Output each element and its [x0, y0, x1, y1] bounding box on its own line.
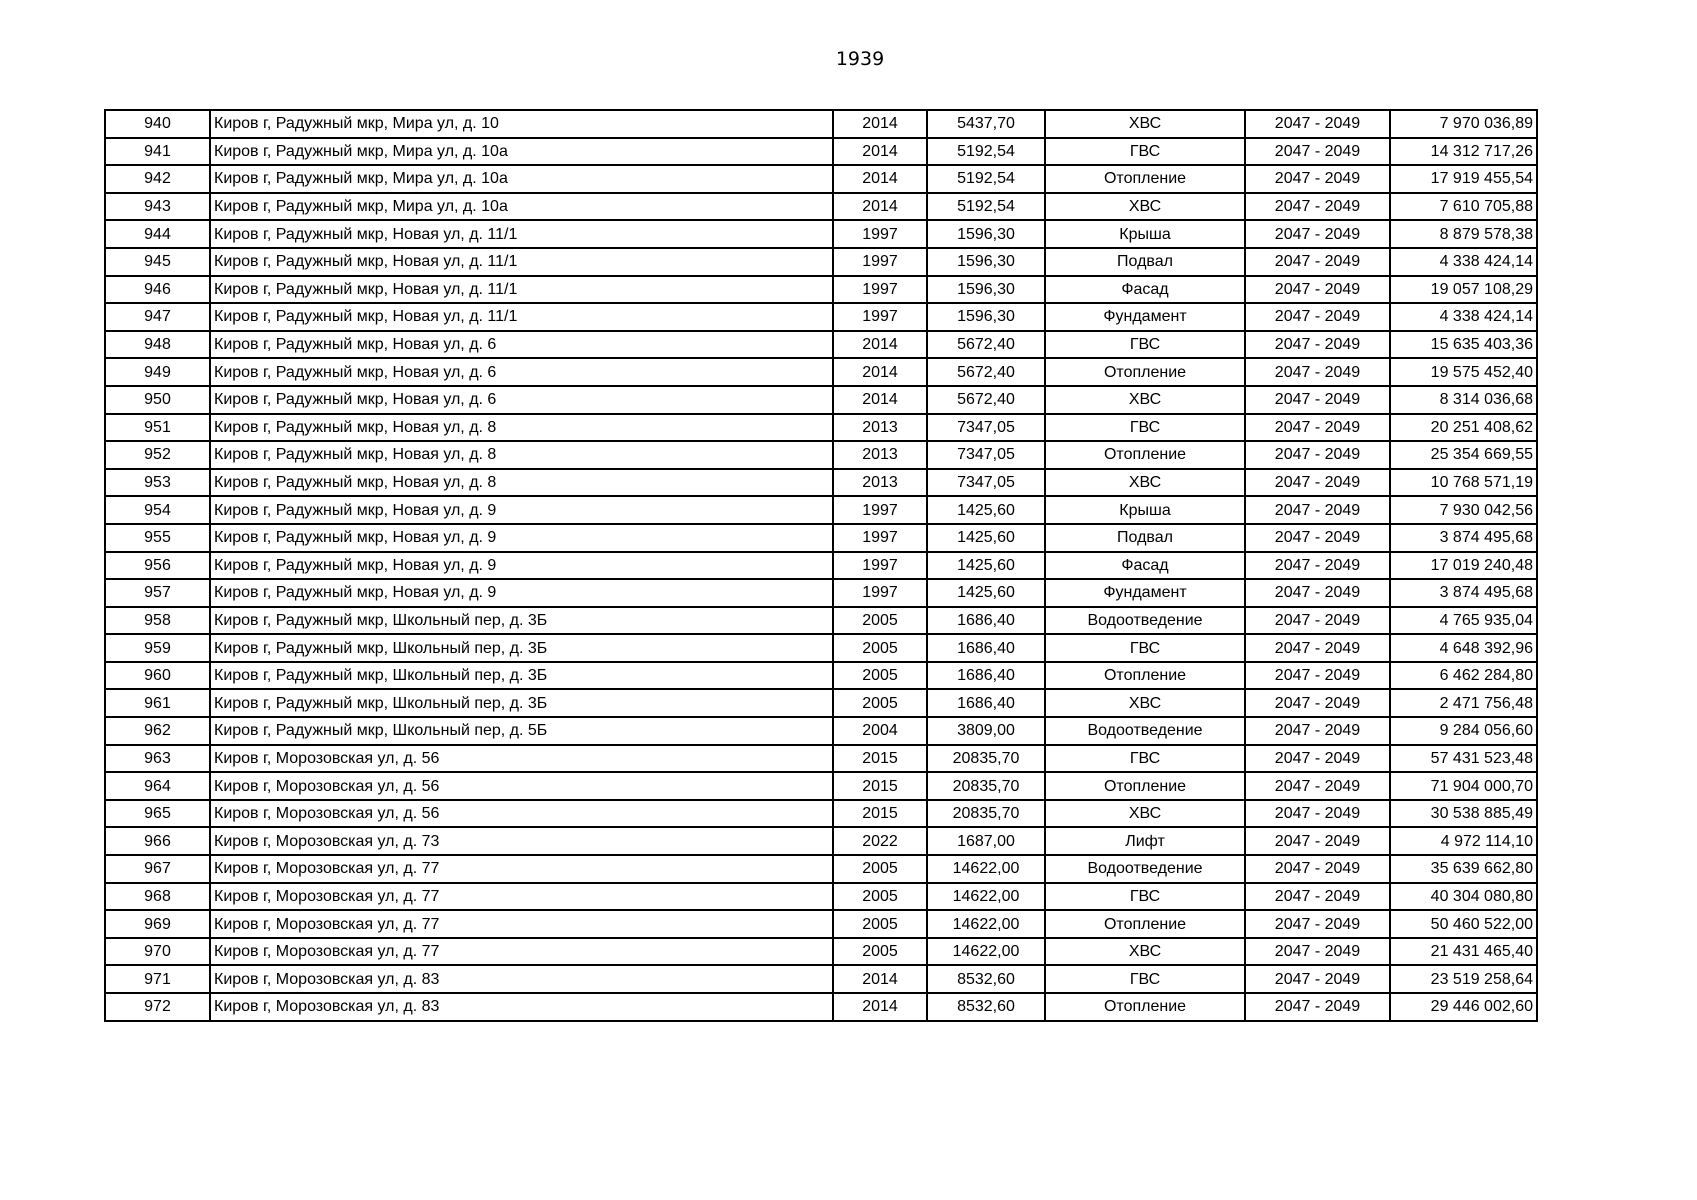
year-cell: 1997	[833, 524, 927, 552]
area-cell: 1686,40	[927, 607, 1045, 635]
cost-cell: 7 930 042,56	[1390, 496, 1537, 524]
address-cell: Киров г, Радужный мкр, Школьный пер, д. 3Б	[210, 662, 833, 690]
year-cell: 2014	[833, 193, 927, 221]
row-number-cell: 950	[105, 386, 210, 414]
work-type-cell: ГВС	[1045, 414, 1245, 442]
area-cell: 1596,30	[927, 248, 1045, 276]
address-cell: Киров г, Морозовская ул, д. 77	[210, 910, 833, 938]
year-cell: 2013	[833, 469, 927, 497]
work-type-cell: Водоотведение	[1045, 855, 1245, 883]
area-cell: 5672,40	[927, 386, 1045, 414]
period-cell: 2047 - 2049	[1245, 634, 1390, 662]
address-cell: Киров г, Радужный мкр, Школьный пер, д. 3Б	[210, 607, 833, 635]
period-cell: 2047 - 2049	[1245, 993, 1390, 1021]
year-cell: 2014	[833, 965, 927, 993]
year-cell: 2015	[833, 745, 927, 773]
address-cell: Киров г, Радужный мкр, Мира ул, д. 10а	[210, 193, 833, 221]
row-number-cell: 955	[105, 524, 210, 552]
work-type-cell: ГВС	[1045, 331, 1245, 359]
table-row	[105, 855, 1537, 883]
work-type-cell: Лифт	[1045, 827, 1245, 855]
work-type-cell: Отопление	[1045, 910, 1245, 938]
table-row	[105, 827, 1537, 855]
year-cell: 2015	[833, 800, 927, 828]
year-cell: 2014	[833, 138, 927, 166]
work-type-cell: Водоотведение	[1045, 717, 1245, 745]
cost-cell: 8 314 036,68	[1390, 386, 1537, 414]
period-cell: 2047 - 2049	[1245, 193, 1390, 221]
year-cell: 2005	[833, 634, 927, 662]
period-cell: 2047 - 2049	[1245, 910, 1390, 938]
row-number-cell: 964	[105, 772, 210, 800]
area-cell: 1596,30	[927, 220, 1045, 248]
address-cell: Киров г, Радужный мкр, Школьный пер, д. 3Б	[210, 689, 833, 717]
address-cell: Киров г, Морозовская ул, д. 56	[210, 772, 833, 800]
work-type-cell: Фасад	[1045, 276, 1245, 304]
cost-cell: 9 284 056,60	[1390, 717, 1537, 745]
work-type-cell: ГВС	[1045, 138, 1245, 166]
year-cell: 2005	[833, 910, 927, 938]
area-cell: 3809,00	[927, 717, 1045, 745]
period-cell: 2047 - 2049	[1245, 358, 1390, 386]
work-type-cell: Отопление	[1045, 165, 1245, 193]
row-number-cell: 952	[105, 441, 210, 469]
year-cell: 2004	[833, 717, 927, 745]
work-type-cell: Подвал	[1045, 248, 1245, 276]
cost-cell: 4 338 424,14	[1390, 303, 1537, 331]
row-number-cell: 942	[105, 165, 210, 193]
work-type-cell: ХВС	[1045, 689, 1245, 717]
year-cell: 2005	[833, 689, 927, 717]
address-cell: Киров г, Радужный мкр, Школьный пер, д. 5Б	[210, 717, 833, 745]
cost-cell: 3 874 495,68	[1390, 524, 1537, 552]
table-row	[105, 993, 1537, 1021]
year-cell: 2014	[833, 110, 927, 138]
work-type-cell: ХВС	[1045, 110, 1245, 138]
address-cell: Киров г, Радужный мкр, Новая ул, д. 8	[210, 469, 833, 497]
row-number-cell: 954	[105, 496, 210, 524]
row-number-cell: 945	[105, 248, 210, 276]
area-cell: 1687,00	[927, 827, 1045, 855]
work-type-cell: ХВС	[1045, 386, 1245, 414]
cost-cell: 14 312 717,26	[1390, 138, 1537, 166]
address-cell: Киров г, Морозовская ул, д. 56	[210, 745, 833, 773]
address-cell: Киров г, Морозовская ул, д. 83	[210, 965, 833, 993]
address-cell: Киров г, Радужный мкр, Новая ул, д. 11/1	[210, 220, 833, 248]
work-type-cell: Отопление	[1045, 441, 1245, 469]
cost-cell: 2 471 756,48	[1390, 689, 1537, 717]
row-number-cell: 940	[105, 110, 210, 138]
work-type-cell: Подвал	[1045, 524, 1245, 552]
period-cell: 2047 - 2049	[1245, 689, 1390, 717]
row-number-cell: 944	[105, 220, 210, 248]
year-cell: 1997	[833, 303, 927, 331]
row-number-cell: 961	[105, 689, 210, 717]
table-row	[105, 331, 1537, 359]
cost-cell: 19 575 452,40	[1390, 358, 1537, 386]
table-row	[105, 110, 1537, 138]
row-number-cell: 946	[105, 276, 210, 304]
work-type-cell: ХВС	[1045, 193, 1245, 221]
table-row	[105, 662, 1537, 690]
period-cell: 2047 - 2049	[1245, 414, 1390, 442]
area-cell: 1686,40	[927, 662, 1045, 690]
address-cell: Киров г, Морозовская ул, д. 83	[210, 993, 833, 1021]
cost-cell: 4 765 935,04	[1390, 607, 1537, 635]
period-cell: 2047 - 2049	[1245, 441, 1390, 469]
work-type-cell: Водоотведение	[1045, 607, 1245, 635]
address-cell: Киров г, Радужный мкр, Новая ул, д. 9	[210, 524, 833, 552]
period-cell: 2047 - 2049	[1245, 938, 1390, 966]
cost-cell: 6 462 284,80	[1390, 662, 1537, 690]
work-type-cell: Отопление	[1045, 358, 1245, 386]
table-row	[105, 193, 1537, 221]
address-cell: Киров г, Радужный мкр, Новая ул, д. 6	[210, 386, 833, 414]
year-cell: 1997	[833, 579, 927, 607]
year-cell: 2014	[833, 358, 927, 386]
address-cell: Киров г, Морозовская ул, д. 77	[210, 938, 833, 966]
area-cell: 1596,30	[927, 303, 1045, 331]
address-cell: Киров г, Морозовская ул, д. 77	[210, 855, 833, 883]
cost-cell: 57 431 523,48	[1390, 745, 1537, 773]
period-cell: 2047 - 2049	[1245, 552, 1390, 580]
table-row	[105, 634, 1537, 662]
work-type-cell: Крыша	[1045, 220, 1245, 248]
area-cell: 1425,60	[927, 524, 1045, 552]
work-type-cell: ХВС	[1045, 469, 1245, 497]
area-cell: 8532,60	[927, 993, 1045, 1021]
period-cell: 2047 - 2049	[1245, 965, 1390, 993]
area-cell: 5672,40	[927, 358, 1045, 386]
year-cell: 2013	[833, 441, 927, 469]
year-cell: 1997	[833, 248, 927, 276]
row-number-cell: 965	[105, 800, 210, 828]
period-cell: 2047 - 2049	[1245, 138, 1390, 166]
cost-cell: 35 639 662,80	[1390, 855, 1537, 883]
table-row	[105, 910, 1537, 938]
work-type-cell: Крыша	[1045, 496, 1245, 524]
year-cell: 2005	[833, 855, 927, 883]
year-cell: 2014	[833, 331, 927, 359]
address-cell: Киров г, Радужный мкр, Новая ул, д. 11/1	[210, 248, 833, 276]
table-row	[105, 607, 1537, 635]
registry-table	[104, 109, 1538, 1022]
row-number-cell: 970	[105, 938, 210, 966]
year-cell: 1997	[833, 220, 927, 248]
area-cell: 14622,00	[927, 910, 1045, 938]
period-cell: 2047 - 2049	[1245, 248, 1390, 276]
area-cell: 7347,05	[927, 414, 1045, 442]
year-cell: 2014	[833, 386, 927, 414]
table-row	[105, 441, 1537, 469]
cost-cell: 8 879 578,38	[1390, 220, 1537, 248]
work-type-cell: ГВС	[1045, 883, 1245, 911]
table-row	[105, 248, 1537, 276]
period-cell: 2047 - 2049	[1245, 331, 1390, 359]
row-number-cell: 958	[105, 607, 210, 635]
table-row	[105, 386, 1537, 414]
address-cell: Киров г, Радужный мкр, Новая ул, д. 11/1	[210, 276, 833, 304]
area-cell: 1425,60	[927, 552, 1045, 580]
period-cell: 2047 - 2049	[1245, 662, 1390, 690]
cost-cell: 30 538 885,49	[1390, 800, 1537, 828]
address-cell: Киров г, Радужный мкр, Новая ул, д. 6	[210, 331, 833, 359]
year-cell: 2022	[833, 827, 927, 855]
cost-cell: 40 304 080,80	[1390, 883, 1537, 911]
area-cell: 7347,05	[927, 469, 1045, 497]
work-type-cell: Фасад	[1045, 552, 1245, 580]
cost-cell: 19 057 108,29	[1390, 276, 1537, 304]
year-cell: 2005	[833, 607, 927, 635]
table-row	[105, 358, 1537, 386]
cost-cell: 29 446 002,60	[1390, 993, 1537, 1021]
period-cell: 2047 - 2049	[1245, 524, 1390, 552]
work-type-cell: Фундамент	[1045, 579, 1245, 607]
work-type-cell: ХВС	[1045, 938, 1245, 966]
table-row	[105, 965, 1537, 993]
table-row	[105, 138, 1537, 166]
year-cell: 2005	[833, 938, 927, 966]
row-number-cell: 951	[105, 414, 210, 442]
row-number-cell: 959	[105, 634, 210, 662]
address-cell: Киров г, Морозовская ул, д. 73	[210, 827, 833, 855]
address-cell: Киров г, Радужный мкр, Мира ул, д. 10а	[210, 138, 833, 166]
table-row	[105, 689, 1537, 717]
cost-cell: 17 919 455,54	[1390, 165, 1537, 193]
area-cell: 5192,54	[927, 138, 1045, 166]
address-cell: Киров г, Радужный мкр, Новая ул, д. 9	[210, 552, 833, 580]
cost-cell: 7 970 036,89	[1390, 110, 1537, 138]
work-type-cell: ГВС	[1045, 745, 1245, 773]
table-row	[105, 745, 1537, 773]
period-cell: 2047 - 2049	[1245, 165, 1390, 193]
year-cell: 2005	[833, 662, 927, 690]
area-cell: 14622,00	[927, 855, 1045, 883]
address-cell: Киров г, Радужный мкр, Мира ул, д. 10а	[210, 165, 833, 193]
cost-cell: 15 635 403,36	[1390, 331, 1537, 359]
area-cell: 1686,40	[927, 634, 1045, 662]
address-cell: Киров г, Радужный мкр, Новая ул, д. 8	[210, 441, 833, 469]
period-cell: 2047 - 2049	[1245, 717, 1390, 745]
area-cell: 1596,30	[927, 276, 1045, 304]
row-number-cell: 947	[105, 303, 210, 331]
year-cell: 1997	[833, 496, 927, 524]
work-type-cell: ГВС	[1045, 634, 1245, 662]
area-cell: 20835,70	[927, 772, 1045, 800]
area-cell: 7347,05	[927, 441, 1045, 469]
cost-cell: 23 519 258,64	[1390, 965, 1537, 993]
cost-cell: 7 610 705,88	[1390, 193, 1537, 221]
table-row	[105, 414, 1537, 442]
area-cell: 14622,00	[927, 883, 1045, 911]
row-number-cell: 966	[105, 827, 210, 855]
period-cell: 2047 - 2049	[1245, 883, 1390, 911]
row-number-cell: 963	[105, 745, 210, 773]
area-cell: 1425,60	[927, 496, 1045, 524]
cost-cell: 17 019 240,48	[1390, 552, 1537, 580]
address-cell: Киров г, Радужный мкр, Новая ул, д. 11/1	[210, 303, 833, 331]
work-type-cell: Отопление	[1045, 772, 1245, 800]
cost-cell: 50 460 522,00	[1390, 910, 1537, 938]
address-cell: Киров г, Радужный мкр, Новая ул, д. 9	[210, 579, 833, 607]
address-cell: Киров г, Радужный мкр, Новая ул, д. 6	[210, 358, 833, 386]
table-row	[105, 772, 1537, 800]
cost-cell: 4 338 424,14	[1390, 248, 1537, 276]
table-row	[105, 883, 1537, 911]
period-cell: 2047 - 2049	[1245, 110, 1390, 138]
cost-cell: 4 972 114,10	[1390, 827, 1537, 855]
area-cell: 1425,60	[927, 579, 1045, 607]
registry-table-body	[105, 110, 1537, 1021]
year-cell: 2005	[833, 883, 927, 911]
address-cell: Киров г, Радужный мкр, Мира ул, д. 10	[210, 110, 833, 138]
period-cell: 2047 - 2049	[1245, 220, 1390, 248]
address-cell: Киров г, Морозовская ул, д. 56	[210, 800, 833, 828]
year-cell: 2014	[833, 993, 927, 1021]
period-cell: 2047 - 2049	[1245, 745, 1390, 773]
address-cell: Киров г, Радужный мкр, Новая ул, д. 9	[210, 496, 833, 524]
row-number-cell: 968	[105, 883, 210, 911]
period-cell: 2047 - 2049	[1245, 579, 1390, 607]
work-type-cell: Фундамент	[1045, 303, 1245, 331]
period-cell: 2047 - 2049	[1245, 827, 1390, 855]
address-cell: Киров г, Морозовская ул, д. 77	[210, 883, 833, 911]
table-row	[105, 469, 1537, 497]
table-row	[105, 552, 1537, 580]
row-number-cell: 960	[105, 662, 210, 690]
work-type-cell: ХВС	[1045, 800, 1245, 828]
area-cell: 8532,60	[927, 965, 1045, 993]
year-cell: 2014	[833, 165, 927, 193]
row-number-cell: 949	[105, 358, 210, 386]
year-cell: 2013	[833, 414, 927, 442]
cost-cell: 4 648 392,96	[1390, 634, 1537, 662]
table-row	[105, 579, 1537, 607]
period-cell: 2047 - 2049	[1245, 386, 1390, 414]
address-cell: Киров г, Радужный мкр, Новая ул, д. 8	[210, 414, 833, 442]
row-number-cell: 957	[105, 579, 210, 607]
area-cell: 5672,40	[927, 331, 1045, 359]
cost-cell: 3 874 495,68	[1390, 579, 1537, 607]
area-cell: 5437,70	[927, 110, 1045, 138]
period-cell: 2047 - 2049	[1245, 772, 1390, 800]
year-cell: 1997	[833, 276, 927, 304]
row-number-cell: 962	[105, 717, 210, 745]
row-number-cell: 953	[105, 469, 210, 497]
period-cell: 2047 - 2049	[1245, 855, 1390, 883]
period-cell: 2047 - 2049	[1245, 496, 1390, 524]
area-cell: 20835,70	[927, 745, 1045, 773]
area-cell: 1686,40	[927, 689, 1045, 717]
table-row	[105, 800, 1537, 828]
table-row	[105, 165, 1537, 193]
period-cell: 2047 - 2049	[1245, 800, 1390, 828]
table-row	[105, 524, 1537, 552]
row-number-cell: 943	[105, 193, 210, 221]
cost-cell: 71 904 000,70	[1390, 772, 1537, 800]
period-cell: 2047 - 2049	[1245, 607, 1390, 635]
year-cell: 2015	[833, 772, 927, 800]
table-row	[105, 220, 1537, 248]
row-number-cell: 969	[105, 910, 210, 938]
table-row	[105, 276, 1537, 304]
work-type-cell: Отопление	[1045, 993, 1245, 1021]
period-cell: 2047 - 2049	[1245, 303, 1390, 331]
row-number-cell: 967	[105, 855, 210, 883]
page-number: 1939	[835, 48, 885, 70]
year-cell: 1997	[833, 552, 927, 580]
cost-cell: 25 354 669,55	[1390, 441, 1537, 469]
area-cell: 5192,54	[927, 165, 1045, 193]
cost-cell: 10 768 571,19	[1390, 469, 1537, 497]
table-row	[105, 938, 1537, 966]
area-cell: 5192,54	[927, 193, 1045, 221]
table-row	[105, 496, 1537, 524]
cost-cell: 20 251 408,62	[1390, 414, 1537, 442]
period-cell: 2047 - 2049	[1245, 469, 1390, 497]
area-cell: 20835,70	[927, 800, 1045, 828]
row-number-cell: 956	[105, 552, 210, 580]
row-number-cell: 941	[105, 138, 210, 166]
cost-cell: 21 431 465,40	[1390, 938, 1537, 966]
row-number-cell: 972	[105, 993, 210, 1021]
area-cell: 14622,00	[927, 938, 1045, 966]
table-row	[105, 717, 1537, 745]
period-cell: 2047 - 2049	[1245, 276, 1390, 304]
address-cell: Киров г, Радужный мкр, Школьный пер, д. 3Б	[210, 634, 833, 662]
row-number-cell: 948	[105, 331, 210, 359]
work-type-cell: Отопление	[1045, 662, 1245, 690]
work-type-cell: ГВС	[1045, 965, 1245, 993]
row-number-cell: 971	[105, 965, 210, 993]
table-row	[105, 303, 1537, 331]
